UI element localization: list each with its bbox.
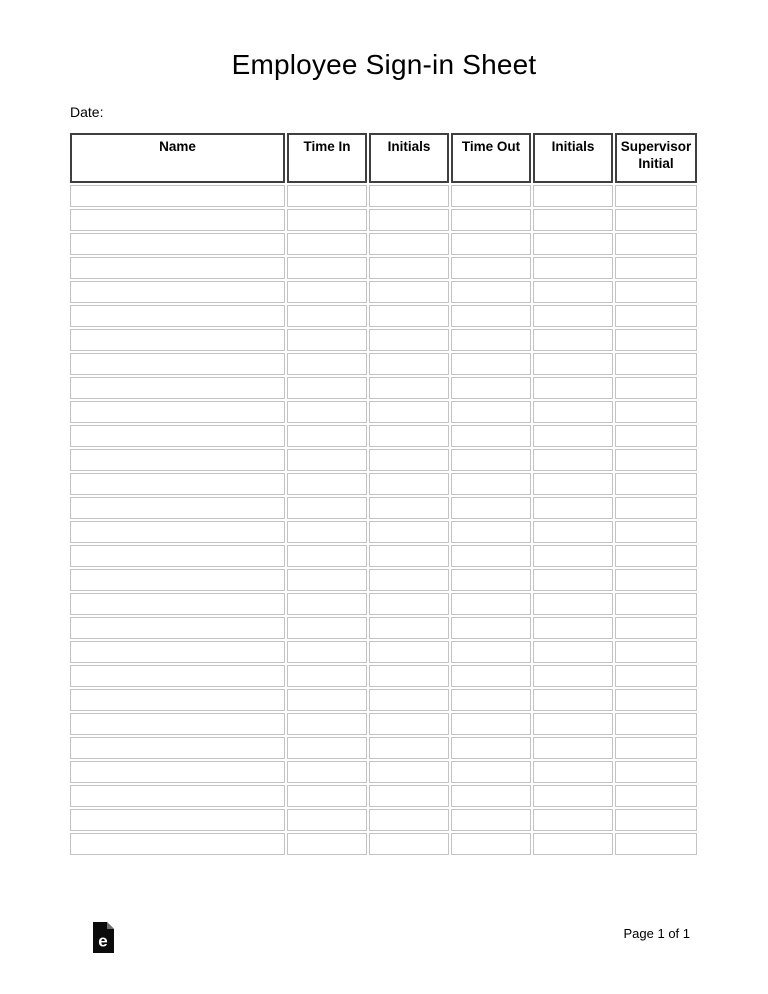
empty-cell — [369, 305, 449, 327]
empty-cell — [615, 329, 697, 351]
empty-cell — [287, 209, 367, 231]
sign-in-row — [70, 425, 697, 447]
empty-cell — [70, 281, 285, 303]
empty-cell — [533, 737, 613, 759]
sign-in-row — [70, 617, 697, 639]
empty-cell — [70, 593, 285, 615]
sign-in-row — [70, 377, 697, 399]
empty-cell — [369, 689, 449, 711]
empty-cell — [615, 497, 697, 519]
sign-in-row — [70, 521, 697, 543]
empty-cell — [533, 305, 613, 327]
empty-cell — [615, 521, 697, 543]
sign-in-row — [70, 809, 697, 831]
empty-cell — [369, 449, 449, 471]
sign-in-table-body — [70, 185, 697, 855]
empty-cell — [369, 425, 449, 447]
empty-cell — [533, 593, 613, 615]
sign-in-row — [70, 473, 697, 495]
empty-cell — [287, 617, 367, 639]
empty-cell — [70, 209, 285, 231]
empty-cell — [369, 233, 449, 255]
empty-cell — [533, 785, 613, 807]
empty-cell — [70, 401, 285, 423]
empty-cell — [533, 377, 613, 399]
empty-cell — [533, 209, 613, 231]
column-header-initials-in: Initials — [369, 133, 449, 183]
empty-cell — [287, 329, 367, 351]
empty-cell — [451, 185, 531, 207]
empty-cell — [451, 401, 531, 423]
empty-cell — [533, 713, 613, 735]
empty-cell — [615, 473, 697, 495]
sign-in-row — [70, 449, 697, 471]
sign-in-table-header — [70, 133, 697, 183]
empty-cell — [70, 377, 285, 399]
empty-cell — [615, 689, 697, 711]
sign-in-row — [70, 761, 697, 783]
empty-cell — [533, 641, 613, 663]
empty-cell — [533, 401, 613, 423]
empty-cell — [369, 353, 449, 375]
sign-in-row — [70, 593, 697, 615]
empty-cell — [451, 233, 531, 255]
empty-cell — [615, 233, 697, 255]
empty-cell — [451, 497, 531, 519]
empty-cell — [287, 257, 367, 279]
sign-in-row — [70, 497, 697, 519]
empty-cell — [451, 713, 531, 735]
sign-in-row — [70, 329, 697, 351]
empty-cell — [451, 425, 531, 447]
empty-cell — [451, 833, 531, 855]
empty-cell — [615, 737, 697, 759]
empty-cell — [533, 569, 613, 591]
empty-cell — [369, 545, 449, 567]
empty-cell — [451, 377, 531, 399]
empty-cell — [533, 545, 613, 567]
sign-in-row — [70, 209, 697, 231]
empty-cell — [451, 545, 531, 567]
empty-cell — [615, 257, 697, 279]
empty-cell — [533, 665, 613, 687]
empty-cell — [533, 497, 613, 519]
empty-cell — [369, 833, 449, 855]
empty-cell — [369, 593, 449, 615]
empty-cell — [533, 449, 613, 471]
empty-cell — [533, 425, 613, 447]
sign-in-row — [70, 713, 697, 735]
empty-cell — [533, 281, 613, 303]
empty-cell — [451, 329, 531, 351]
sign-in-row — [70, 641, 697, 663]
empty-cell — [70, 761, 285, 783]
sign-in-row — [70, 233, 697, 255]
empty-cell — [615, 569, 697, 591]
logo-letter: e — [98, 931, 108, 951]
empty-cell — [70, 329, 285, 351]
empty-cell — [287, 593, 367, 615]
empty-cell — [287, 377, 367, 399]
empty-cell — [369, 209, 449, 231]
sign-in-row — [70, 257, 697, 279]
empty-cell — [70, 737, 285, 759]
empty-cell — [287, 425, 367, 447]
empty-cell — [451, 665, 531, 687]
document-title: Employee Sign-in Sheet — [231, 49, 537, 80]
sign-in-row — [70, 689, 697, 711]
empty-cell — [451, 761, 531, 783]
empty-cell — [70, 353, 285, 375]
empty-cell — [615, 353, 697, 375]
empty-cell — [615, 833, 697, 855]
sign-in-row — [70, 401, 697, 423]
empty-cell — [70, 449, 285, 471]
sign-in-row — [70, 281, 697, 303]
column-header-time-out: Time Out — [451, 133, 531, 183]
empty-cell — [287, 785, 367, 807]
empty-cell — [369, 713, 449, 735]
empty-cell — [70, 233, 285, 255]
sign-in-row — [70, 737, 697, 759]
empty-cell — [533, 809, 613, 831]
date-label: Date: — [70, 104, 104, 120]
empty-cell — [369, 497, 449, 519]
empty-cell — [533, 761, 613, 783]
sign-in-row — [70, 185, 697, 207]
empty-cell — [287, 545, 367, 567]
empty-cell — [369, 785, 449, 807]
empty-cell — [451, 617, 531, 639]
empty-cell — [287, 473, 367, 495]
empty-cell — [287, 401, 367, 423]
empty-cell — [615, 593, 697, 615]
page-indicator: Page 1 of 1 — [623, 926, 690, 941]
empty-cell — [451, 641, 531, 663]
sign-in-row — [70, 305, 697, 327]
empty-cell — [533, 233, 613, 255]
empty-cell — [451, 353, 531, 375]
empty-cell — [70, 713, 285, 735]
empty-cell — [615, 545, 697, 567]
empty-cell — [451, 521, 531, 543]
empty-cell — [70, 665, 285, 687]
empty-cell — [287, 665, 367, 687]
empty-cell — [369, 521, 449, 543]
empty-cell — [70, 617, 285, 639]
empty-cell — [369, 257, 449, 279]
empty-cell — [369, 185, 449, 207]
folded-corner — [107, 922, 114, 929]
empty-cell — [451, 809, 531, 831]
empty-cell — [533, 329, 613, 351]
empty-cell — [287, 185, 367, 207]
empty-cell — [615, 401, 697, 423]
empty-cell — [287, 449, 367, 471]
empty-cell — [287, 353, 367, 375]
empty-cell — [70, 569, 285, 591]
empty-cell — [615, 377, 697, 399]
empty-cell — [533, 833, 613, 855]
empty-cell — [369, 665, 449, 687]
empty-cell — [287, 233, 367, 255]
column-header-time-in: Time In — [287, 133, 367, 183]
empty-cell — [533, 473, 613, 495]
empty-cell — [70, 689, 285, 711]
column-header-supervisor-initial: Supervisor Initial — [615, 133, 697, 183]
sign-in-row — [70, 353, 697, 375]
empty-cell — [533, 689, 613, 711]
empty-cell — [287, 641, 367, 663]
empty-cell — [615, 641, 697, 663]
empty-cell — [615, 449, 697, 471]
empty-cell — [615, 785, 697, 807]
empty-cell — [615, 809, 697, 831]
empty-cell — [533, 257, 613, 279]
empty-cell — [287, 713, 367, 735]
empty-cell — [369, 761, 449, 783]
column-header-name: Name — [70, 133, 285, 183]
empty-cell — [615, 665, 697, 687]
empty-cell — [451, 449, 531, 471]
empty-cell — [70, 473, 285, 495]
empty-cell — [287, 809, 367, 831]
column-header-initials-out: Initials — [533, 133, 613, 183]
empty-cell — [533, 617, 613, 639]
empty-cell — [287, 569, 367, 591]
sign-in-row — [70, 545, 697, 567]
empty-cell — [451, 281, 531, 303]
empty-cell — [287, 761, 367, 783]
sign-in-row — [70, 833, 697, 855]
empty-cell — [369, 377, 449, 399]
empty-cell — [287, 281, 367, 303]
empty-cell — [533, 353, 613, 375]
empty-cell — [615, 209, 697, 231]
empty-cell — [70, 809, 285, 831]
empty-cell — [287, 521, 367, 543]
empty-cell — [369, 473, 449, 495]
empty-cell — [369, 809, 449, 831]
empty-cell — [451, 209, 531, 231]
empty-cell — [451, 737, 531, 759]
empty-cell — [70, 425, 285, 447]
empty-cell — [369, 617, 449, 639]
empty-cell — [70, 521, 285, 543]
empty-cell — [615, 617, 697, 639]
empty-cell — [70, 497, 285, 519]
empty-cell — [70, 257, 285, 279]
empty-cell — [451, 305, 531, 327]
empty-cell — [70, 305, 285, 327]
empty-cell — [615, 713, 697, 735]
empty-cell — [287, 497, 367, 519]
empty-cell — [615, 425, 697, 447]
empty-cell — [451, 785, 531, 807]
empty-cell — [369, 329, 449, 351]
empty-cell — [615, 761, 697, 783]
empty-cell — [533, 521, 613, 543]
eforms-document-logo — [93, 922, 114, 953]
empty-cell — [451, 257, 531, 279]
empty-cell — [451, 593, 531, 615]
empty-cell — [369, 401, 449, 423]
sign-in-table — [68, 131, 699, 857]
empty-cell — [451, 569, 531, 591]
empty-cell — [615, 305, 697, 327]
empty-cell — [615, 281, 697, 303]
empty-cell — [451, 689, 531, 711]
empty-cell — [369, 641, 449, 663]
empty-cell — [287, 833, 367, 855]
empty-cell — [451, 473, 531, 495]
empty-cell — [70, 185, 285, 207]
sign-in-row — [70, 569, 697, 591]
sign-in-row — [70, 665, 697, 687]
empty-cell — [369, 281, 449, 303]
empty-cell — [70, 785, 285, 807]
header-row — [70, 133, 697, 183]
sign-in-row — [70, 785, 697, 807]
empty-cell — [533, 185, 613, 207]
empty-cell — [70, 833, 285, 855]
empty-cell — [70, 545, 285, 567]
empty-cell — [369, 737, 449, 759]
empty-cell — [369, 569, 449, 591]
empty-cell — [287, 689, 367, 711]
empty-cell — [70, 641, 285, 663]
empty-cell — [287, 305, 367, 327]
empty-cell — [615, 185, 697, 207]
empty-cell — [287, 737, 367, 759]
